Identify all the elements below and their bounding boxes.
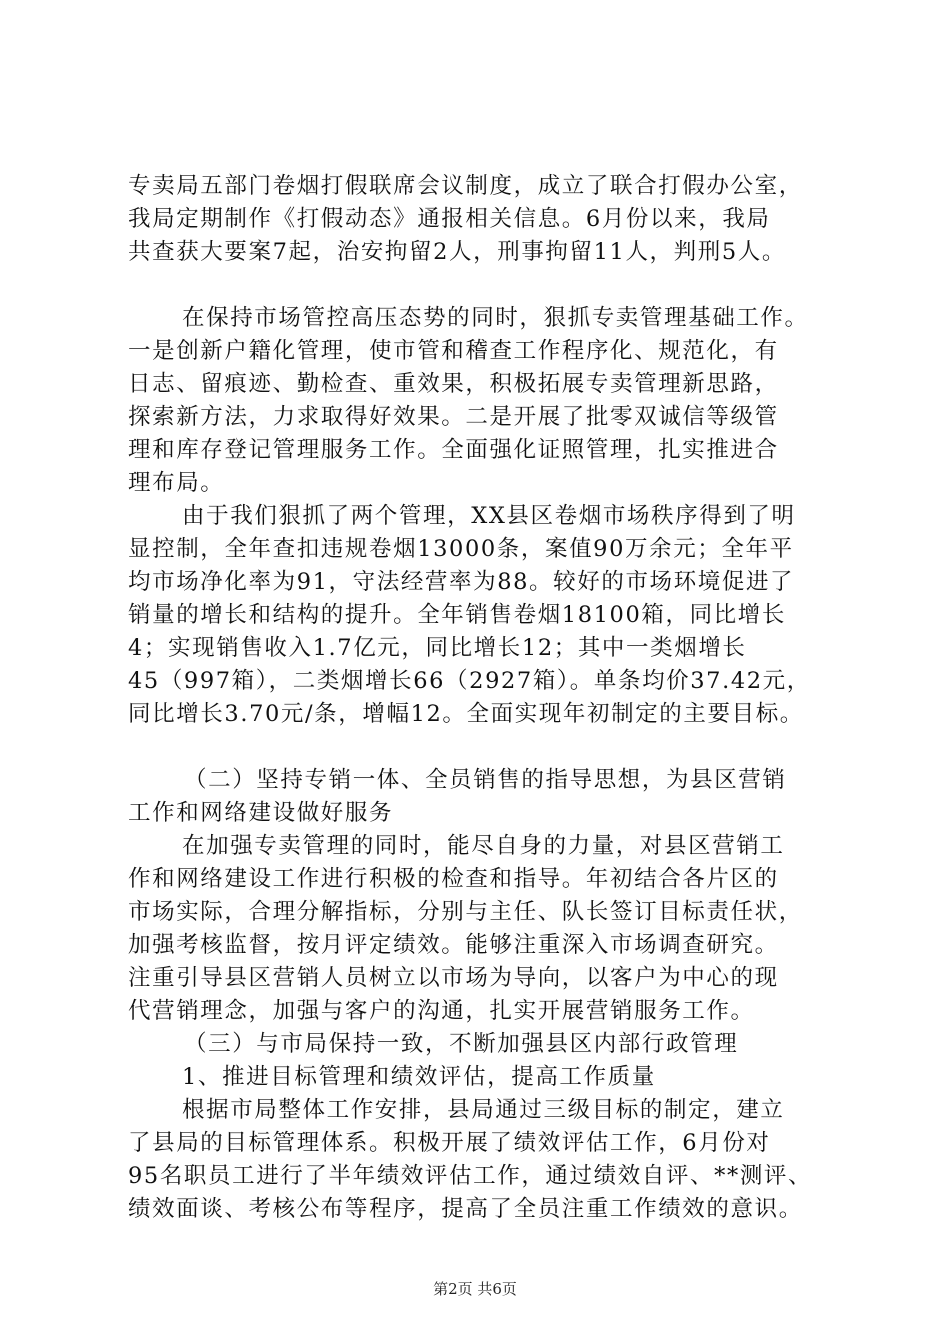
text-line: 探索新方法，力求取得好效果。二是开展了批零双诚信等级管	[128, 404, 779, 430]
paragraph	[128, 1094, 858, 1226]
text-line: 由于我们狠抓了两个管理，XX县区卷烟市场秩序得到了明	[182, 503, 796, 529]
text-line: 理布局。	[128, 470, 225, 496]
text-line: 绩效面谈、考核公布等程序，提高了全员注重工作绩效的意识。	[128, 1196, 803, 1222]
text-line: 显控制，全年查扣违规卷烟13000条，案值90万余元；全年平	[128, 536, 794, 562]
paragraph	[128, 500, 858, 731]
paragraph	[128, 302, 858, 500]
text-line: 日志、留痕迹、勤检查、重效果，积极拓展专卖管理新思路，	[128, 371, 779, 397]
text-line: 专卖局五部门卷烟打假联席会议制度，成立了联合打假办公室，	[128, 173, 803, 199]
text-line: 销量的增长和结构的提升。全年销售卷烟18100箱，同比增长	[128, 602, 786, 628]
text-line: 同比增长3.70元/条，增幅12。全面实现年初制定的主要目标。	[128, 701, 804, 727]
text-line: 在加强专卖管理的同时，能尽自身的力量，对县区营销工	[182, 833, 785, 859]
text-line: 加强考核监督，按月评定绩效。能够注重深入市场调查研究。	[128, 932, 779, 958]
text-line: 共查获大要案7起，治安拘留2人，刑事拘留11人，判刑5人。	[128, 239, 786, 265]
text-line: 根据市局整体工作安排，县局通过三级目标的制定，建立	[182, 1097, 785, 1123]
text-line: 作和网络建设工作进行积极的检查和指导。年初结合各片区的	[128, 866, 779, 892]
text-line: 了县局的目标管理体系。积极开展了绩效评估工作，6月份对	[128, 1130, 771, 1156]
text-line: 在保持市场管控高压态势的同时，狠抓专卖管理基础工作。	[182, 305, 809, 331]
text-line: 我局定期制作《打假动态》通报相关信息。6月份以来，我局	[128, 206, 771, 232]
paragraph	[128, 170, 858, 269]
paragraph	[128, 830, 858, 1028]
text-line: 均市场净化率为91，守法经营率为88。较好的市场环境促进了	[128, 569, 795, 595]
text-line: 一是创新户籍化管理，使市管和稽查工作程序化、规范化，有	[128, 338, 779, 364]
section-heading	[128, 764, 858, 830]
text-line: 95名职员工进行了半年绩效评估工作，通过绩效自评、**测评、	[128, 1163, 813, 1189]
paragraph-gap	[128, 731, 858, 764]
document-body	[128, 170, 858, 1226]
text-line: 理和库存登记管理服务工作。全面强化证照管理，扎实推进合	[128, 437, 779, 463]
subsection-heading	[128, 1061, 858, 1094]
text-line: 4；实现销售收入1.7亿元，同比增长12；其中一类烟增长	[128, 635, 747, 661]
heading-line: （三）与市局保持一致，不断加强县区内部行政管理	[184, 1031, 739, 1057]
text-line: 45（997箱），二类烟增长66（2927箱）。单条均价37.42元，	[128, 668, 811, 694]
text-line: 市场实际，合理分解指标，分别与主任、队长签订目标责任状，	[128, 899, 803, 925]
paragraph-gap	[128, 269, 858, 302]
heading-line: 工作和网络建设做好服务	[128, 800, 394, 826]
page-number-footer: 第2页 共6页	[433, 1280, 517, 1298]
heading-line: 1、推进目标管理和绩效评估，提高工作质量	[182, 1064, 656, 1090]
section-heading	[128, 1028, 858, 1061]
text-line: 代营销理念，加强与客户的沟通，扎实开展营销服务工作。	[128, 998, 755, 1024]
heading-line: （二）坚持专销一体、全员销售的指导思想，为县区营销	[184, 767, 787, 793]
text-line: 注重引导县区营销人员树立以市场为导向，以客户为中心的现	[128, 965, 779, 991]
